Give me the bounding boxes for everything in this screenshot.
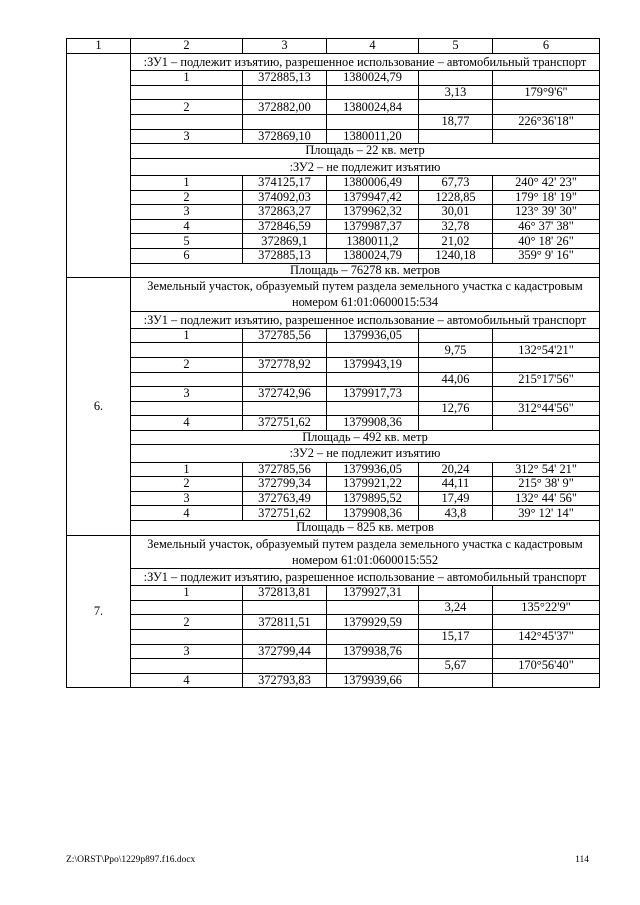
direction-angle <box>493 416 600 431</box>
coord-x: 372751,62 <box>243 506 327 521</box>
point-number <box>131 630 243 645</box>
direction-angle <box>493 387 600 402</box>
direction-angle <box>493 71 600 86</box>
direction-angle <box>493 100 600 115</box>
segment-length: 67,73 <box>419 175 493 190</box>
coord-y <box>327 630 419 645</box>
point-number <box>131 114 243 129</box>
section-title-row <box>67 445 600 462</box>
point-number: 3 <box>131 644 243 659</box>
file-path: Z:\ORST\Ppo\1229p897.f16.docx <box>66 855 196 865</box>
point-row <box>67 506 600 521</box>
segment-length: 18,77 <box>419 114 493 129</box>
point-number: 3 <box>131 387 243 402</box>
section-title-row <box>67 311 600 328</box>
direction-angle: 179° 18' 19" <box>493 190 600 205</box>
coord-x: 372785,56 <box>243 462 327 477</box>
direction-angle: 312° 54' 21" <box>493 462 600 477</box>
coord-x: 372869,1 <box>243 234 327 249</box>
direction-angle: 46° 37' 38" <box>493 219 600 234</box>
coord-x: 372751,62 <box>243 416 327 431</box>
point-row <box>67 248 600 263</box>
point-number: 2 <box>131 100 243 115</box>
segment-length: 44,06 <box>419 372 493 387</box>
coord-x: 372846,59 <box>243 219 327 234</box>
section-title-row <box>67 54 600 71</box>
coord-x <box>243 659 327 674</box>
point-row <box>67 175 600 190</box>
point-row <box>67 586 600 601</box>
segment-length <box>419 673 493 688</box>
coord-y: 1380011,20 <box>327 129 419 144</box>
point-number: 3 <box>131 205 243 220</box>
point-row <box>67 387 600 402</box>
block-description-row <box>67 535 600 568</box>
point-row <box>67 234 600 249</box>
direction-angle <box>493 357 600 372</box>
direction-angle <box>493 615 600 630</box>
segment-length <box>419 615 493 630</box>
point-row <box>67 600 600 615</box>
segment-length <box>419 357 493 372</box>
coord-y: 1379936,05 <box>327 462 419 477</box>
point-row <box>67 205 600 220</box>
direction-angle <box>493 673 600 688</box>
segment-length <box>419 416 493 431</box>
segment-length: 12,76 <box>419 401 493 416</box>
point-number <box>131 401 243 416</box>
point-row <box>67 659 600 674</box>
segment-length: 21,02 <box>419 234 493 249</box>
coord-x <box>243 85 327 100</box>
coord-y: 1379895,52 <box>327 491 419 506</box>
coord-x: 372811,51 <box>243 615 327 630</box>
direction-angle: 312°44'56" <box>493 401 600 416</box>
area-row <box>67 144 600 159</box>
point-row <box>67 328 600 343</box>
area-row <box>67 521 600 536</box>
coord-x: 374092,03 <box>243 190 327 205</box>
coord-x <box>243 343 327 358</box>
segment-length: 5,67 <box>419 659 493 674</box>
point-row <box>67 100 600 115</box>
direction-angle: 123° 39' 30" <box>493 205 600 220</box>
area-value: Площадь – 76278 кв. метров <box>131 263 600 278</box>
column-header: 2 <box>131 39 243 54</box>
point-number <box>131 85 243 100</box>
point-row <box>67 71 600 86</box>
coord-x: 372742,96 <box>243 387 327 402</box>
column-header: 3 <box>243 39 327 54</box>
point-number: 1 <box>131 462 243 477</box>
column-header: 4 <box>327 39 419 54</box>
column-header: 5 <box>419 39 493 54</box>
section-title: :ЗУ1 – подлежит изъятию, разрешенное использование – автомобильный транспорт <box>131 54 600 71</box>
point-row <box>67 477 600 492</box>
area-row <box>67 430 600 445</box>
direction-angle: 39° 12' 14" <box>493 506 600 521</box>
coord-y: 1379987,37 <box>327 219 419 234</box>
point-number: 6 <box>131 248 243 263</box>
segment-length: 1240,18 <box>419 248 493 263</box>
segment-length <box>419 387 493 402</box>
column-header: 1 <box>67 39 131 54</box>
block-number-cell: 7. <box>67 535 131 688</box>
coord-y: 1379947,42 <box>327 190 419 205</box>
coord-y: 1380024,79 <box>327 248 419 263</box>
point-number: 4 <box>131 673 243 688</box>
coord-y: 1379936,05 <box>327 328 419 343</box>
coord-x: 372863,27 <box>243 205 327 220</box>
direction-angle: 132° 44' 56" <box>493 491 600 506</box>
column-header: 6 <box>493 39 600 54</box>
coord-y: 1380006,49 <box>327 175 419 190</box>
point-number: 3 <box>131 129 243 144</box>
coord-x <box>243 630 327 645</box>
section-title-row <box>67 569 600 586</box>
direction-angle: 359° 9' 16" <box>493 248 600 263</box>
coord-x: 372813,81 <box>243 586 327 601</box>
area-row <box>67 263 600 278</box>
segment-length: 1228,85 <box>419 190 493 205</box>
direction-angle: 40° 18' 26" <box>493 234 600 249</box>
section-title: :ЗУ1 – подлежит изъятию, разрешенное использование – автомобильный транспорт <box>131 569 600 586</box>
coord-x: 372885,13 <box>243 248 327 263</box>
coord-x: 372799,44 <box>243 644 327 659</box>
direction-angle: 215°17'56" <box>493 372 600 387</box>
direction-angle <box>493 644 600 659</box>
point-row <box>67 615 600 630</box>
point-row <box>67 343 600 358</box>
point-row <box>67 462 600 477</box>
segment-length <box>419 644 493 659</box>
segment-length <box>419 129 493 144</box>
direction-angle: 132°54'21" <box>493 343 600 358</box>
point-number: 1 <box>131 328 243 343</box>
point-number: 4 <box>131 506 243 521</box>
point-row <box>67 129 600 144</box>
coord-x: 372869,10 <box>243 129 327 144</box>
page-number: 114 <box>575 855 589 865</box>
coord-y: 1379939,66 <box>327 673 419 688</box>
coord-y <box>327 372 419 387</box>
direction-angle <box>493 129 600 144</box>
point-row <box>67 644 600 659</box>
point-row <box>67 85 600 100</box>
coord-x <box>243 114 327 129</box>
block-description-row <box>67 278 600 311</box>
point-number: 1 <box>131 586 243 601</box>
segment-length: 20,24 <box>419 462 493 477</box>
coord-y: 1379962,32 <box>327 205 419 220</box>
segment-length <box>419 100 493 115</box>
document-page <box>66 38 599 688</box>
coord-y: 1380011,2 <box>327 234 419 249</box>
coord-y: 1379943,19 <box>327 357 419 372</box>
coord-x: 372793,83 <box>243 673 327 688</box>
coord-y: 1379929,59 <box>327 615 419 630</box>
section-title: :ЗУ2 – не подлежит изъятию <box>131 445 600 462</box>
direction-angle: 179°9'6" <box>493 85 600 100</box>
coord-x <box>243 600 327 615</box>
point-number <box>131 343 243 358</box>
point-row <box>67 372 600 387</box>
coordinates-table <box>66 38 600 688</box>
point-row <box>67 673 600 688</box>
segment-length <box>419 328 493 343</box>
coord-y <box>327 401 419 416</box>
segment-length: 3,24 <box>419 600 493 615</box>
coord-y: 1379927,31 <box>327 586 419 601</box>
point-row <box>67 219 600 234</box>
segment-length: 44,11 <box>419 477 493 492</box>
segment-length: 9,75 <box>419 343 493 358</box>
area-value: Площадь – 492 кв. метр <box>131 430 600 445</box>
area-value: Площадь – 22 кв. метр <box>131 144 600 159</box>
point-number <box>131 372 243 387</box>
coord-x <box>243 372 327 387</box>
coord-x: 372885,13 <box>243 71 327 86</box>
point-row <box>67 357 600 372</box>
point-row <box>67 416 600 431</box>
coord-x: 372882,00 <box>243 100 327 115</box>
point-number: 2 <box>131 615 243 630</box>
coord-y: 1380024,84 <box>327 100 419 115</box>
point-number: 2 <box>131 477 243 492</box>
point-number: 2 <box>131 357 243 372</box>
coord-y: 1379908,36 <box>327 416 419 431</box>
point-number: 1 <box>131 175 243 190</box>
block-description: Земельный участок, образуемый путем раздела земельного участка с кадастровым номером 61:01:0600015:534 <box>131 278 600 311</box>
section-title: :ЗУ2 – не подлежит изъятию <box>131 158 600 175</box>
direction-angle: 135°22'9" <box>493 600 600 615</box>
coord-y <box>327 659 419 674</box>
direction-angle <box>493 586 600 601</box>
coord-y: 1379921,22 <box>327 477 419 492</box>
coord-x: 374125,17 <box>243 175 327 190</box>
segment-length: 17,49 <box>419 491 493 506</box>
coord-x <box>243 401 327 416</box>
header-row <box>67 39 600 54</box>
point-number: 3 <box>131 491 243 506</box>
segment-length: 32,78 <box>419 219 493 234</box>
point-number: 1 <box>131 71 243 86</box>
coord-y: 1379938,76 <box>327 644 419 659</box>
coord-y: 1379908,36 <box>327 506 419 521</box>
segment-length: 15,17 <box>419 630 493 645</box>
area-value: Площадь – 825 кв. метров <box>131 521 600 536</box>
point-number: 4 <box>131 219 243 234</box>
point-row <box>67 630 600 645</box>
direction-angle: 215° 38' 9" <box>493 477 600 492</box>
coord-x: 372785,56 <box>243 328 327 343</box>
segment-length <box>419 71 493 86</box>
direction-angle: 170°56'40" <box>493 659 600 674</box>
direction-angle: 142°45'37" <box>493 630 600 645</box>
segment-length: 3,13 <box>419 85 493 100</box>
direction-angle: 240° 42' 23" <box>493 175 600 190</box>
segment-length <box>419 586 493 601</box>
point-number <box>131 659 243 674</box>
coord-x: 372778,92 <box>243 357 327 372</box>
point-row <box>67 190 600 205</box>
point-number: 2 <box>131 190 243 205</box>
coord-y <box>327 114 419 129</box>
point-number: 4 <box>131 416 243 431</box>
coord-x: 372799,34 <box>243 477 327 492</box>
block-description: Земельный участок, образуемый путем раздела земельного участка с кадастровым номером 61:01:0600015:552 <box>131 535 600 568</box>
block-number-cell <box>67 54 131 278</box>
point-row <box>67 491 600 506</box>
segment-length: 43,8 <box>419 506 493 521</box>
coord-y: 1380024,79 <box>327 71 419 86</box>
direction-angle <box>493 328 600 343</box>
coord-x: 372763,49 <box>243 491 327 506</box>
coord-y: 1379917,73 <box>327 387 419 402</box>
section-title-row <box>67 158 600 175</box>
point-row <box>67 401 600 416</box>
section-title: :ЗУ1 – подлежит изъятию, разрешенное использование – автомобильный транспорт <box>131 311 600 328</box>
coord-y <box>327 85 419 100</box>
segment-length: 30,01 <box>419 205 493 220</box>
point-number <box>131 600 243 615</box>
direction-angle: 226°36'18" <box>493 114 600 129</box>
point-number: 5 <box>131 234 243 249</box>
coord-y <box>327 600 419 615</box>
block-number-cell: 6. <box>67 278 131 536</box>
table-body <box>67 39 600 688</box>
coord-y <box>327 343 419 358</box>
point-row <box>67 114 600 129</box>
